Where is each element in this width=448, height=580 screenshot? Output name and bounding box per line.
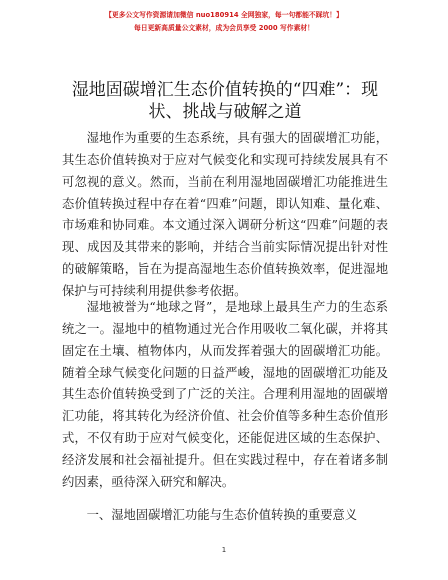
- promo-banner-line-1: 【更多公文写作资源请加微信 nuo180914 全网独家，每一句都能不踩坑！】: [105, 11, 343, 19]
- document-title: 湿地固碳增汇生态价值转换的“四难”：现状、挑战与破解之道: [71, 80, 379, 122]
- page-number: 1: [221, 546, 227, 554]
- section-heading: 一、湿地固碳增汇功能与生态价值转换的重要意义: [86, 508, 358, 522]
- paragraph-introduction: 湿地被誉为“地球之肾”，是地球上最具生产力的生态系统之一。湿地中的植物通过光合作用吸收二氧化碳，并将其固定在土壤、植物体内，从而发挥着强大的固碳增汇功能。随着全球气候变化问题的日益严峻，湿地的固碳增汇功能及其生态价值转换受到了广泛的关注。合理利用湿地的固碳增汇功能，将其转化为经济价值、社会价值等多种生态价值形式，不仅有助于应对气候变化，还能促进区域的生态保护、经济发展和社会福祉提升。但在实践过程中，存在着诸多制约因素，亟待深入研究和解决。: [62, 300, 388, 489]
- paragraph-abstract: 湿地作为重要的生态系统，具有强大的固碳增汇功能，其生态价值转换对于应对气候变化和实现可持续发展具有不可忽视的意义。然而，当前在利用湿地固碳增汇功能推进生态价值转换过程中存在着“四难”问题，即认知难、量化难、市场难和协同难。本文通过深入调研分析这“四难”问题的表现、成因及其带来的影响，并结合当前实际情况提出针对性的破解策略，旨在为提高湿地生态价值转换效率，促进湿地保护与可持续利用提供参考依据。: [62, 131, 388, 298]
- promo-banner-line-2: 每日更新高质量公文素材，成为会员享受 2000 写作素材！: [134, 24, 314, 32]
